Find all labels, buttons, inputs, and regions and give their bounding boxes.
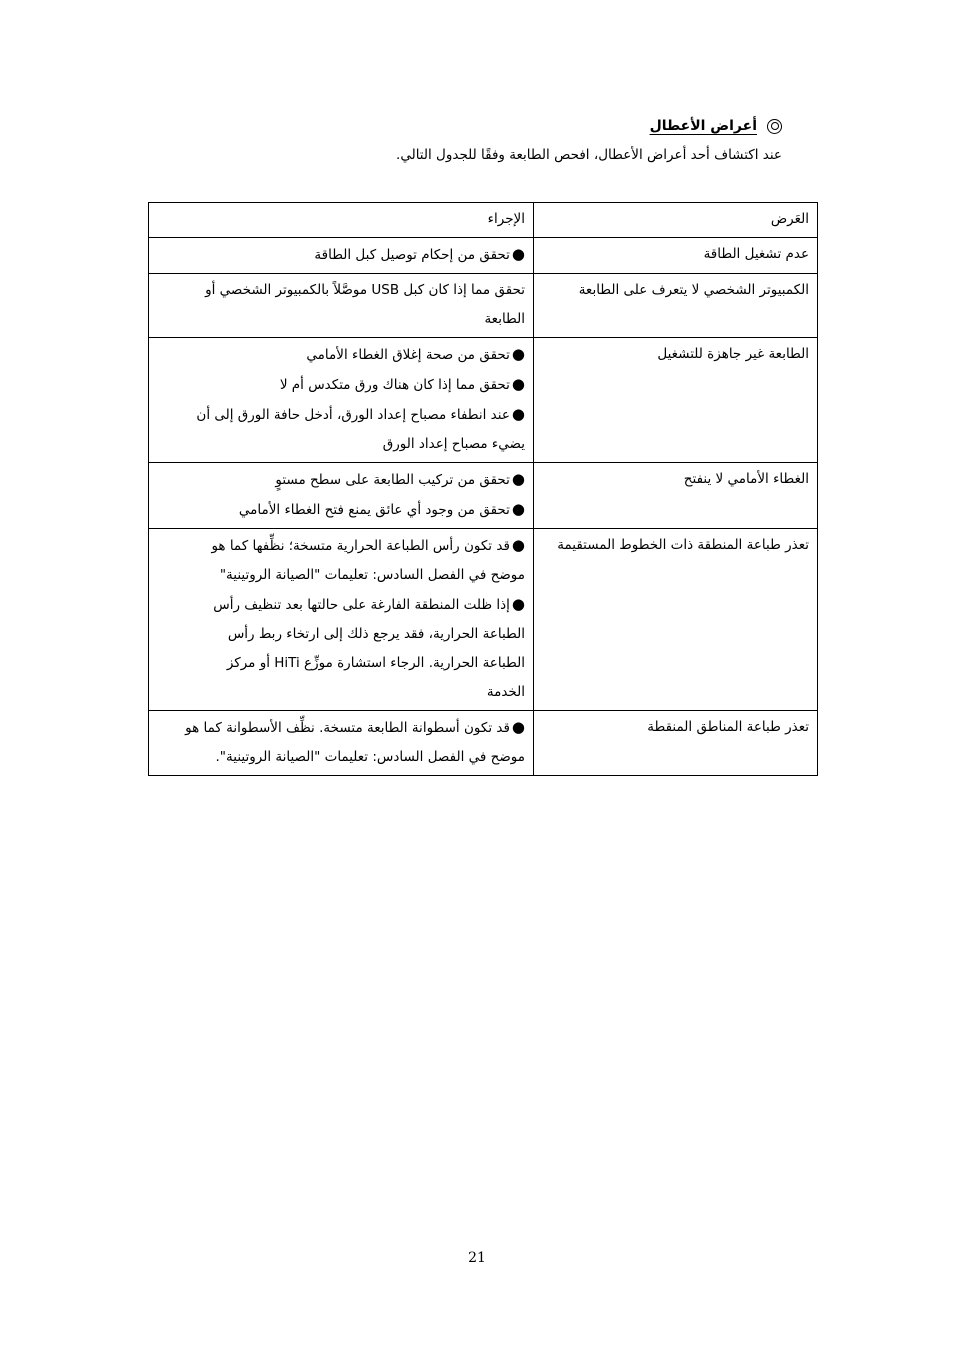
action-text: تحقق مما إذا كان هناك ورق متكدس أم لا [279,377,510,393]
table-row [149,338,818,463]
action-text: يضيء مصباح إعداد الورق [382,436,525,452]
action-line [157,561,525,590]
action-line [157,465,525,495]
section-title: أعراض الأعطال [649,118,757,134]
section-heading [650,118,782,134]
header-action: الإجراء [149,203,534,238]
action-cell [149,529,534,711]
action-line [157,620,525,649]
action-text: الطابعة [484,311,525,327]
intro-text: عند اكتشاف أحد أعراض الأعطال، افحص الطابعة وفقًا للجدول التالي. [396,147,782,163]
action-line [157,276,525,305]
action-text: تحقق مما إذا كان كبل USB موصَّلاً بالكمبيوتر الشخصي أو [205,282,525,298]
action-text: قد تكون رأس الطباعة الحرارية متسخة؛ نظِّفها كما هو [211,538,510,554]
symptom-cell: الكمبيوتر الشخصي لا يتعرف على الطابعة [534,274,818,338]
action-text: موضح في الفصل السادس: تعليمات "الصيانة الروتينية" [219,567,525,583]
action-line [157,649,525,678]
action-line [157,370,525,400]
action-line [157,430,525,459]
action-text: تحقق من صحة إغلاق الغطاء الأمامي [306,347,510,363]
action-text: تحقق من وجود أي عائق يمنع فتح الغطاء الأمامي [238,502,510,518]
action-line [157,590,525,620]
action-cell [149,238,534,274]
action-cell [149,338,534,463]
action-line [157,713,525,743]
symptom-cell: عدم تشغيل الطاقة [534,238,818,274]
action-text: تحقق من تركيب الطابعة على سطح مستوٍ [275,472,510,488]
action-text: عند انطفاء مصباح إعداد الورق، أدخل حافة الورق إلى أن [196,407,510,423]
table-header-row [149,203,818,238]
symptom-cell: الغطاء الأمامي لا ينفتح [534,463,818,529]
bullet-icon: ● [511,470,525,488]
troubleshooting-table [148,202,818,776]
bullet-icon: ● [511,375,525,393]
table-row [149,238,818,274]
action-text: الطباعة الحرارية. الرجاء استشارة موزِّع HiTi أو مركز [226,655,525,671]
bullet-icon: ● [511,595,525,613]
action-line [157,743,525,772]
action-line [157,400,525,430]
action-text: قد تكون أسطوانة الطابعة متسخة. نظِّف الأسطوانة كما هو [185,720,510,736]
header-symptom: العَرض [534,203,818,238]
table-row [149,463,818,529]
bullseye-icon [767,119,782,134]
page-number: 21 [468,1250,486,1266]
action-cell [149,711,534,776]
action-cell [149,463,534,529]
action-line [157,305,525,334]
action-line [157,678,525,707]
action-text: الطباعة الحرارية، فقد يرجع ذلك إلى ارتخاء ربط رأس [227,626,525,642]
table-row [149,711,818,776]
bullet-icon: ● [511,405,525,423]
action-cell [149,274,534,338]
action-line [157,495,525,525]
symptom-cell: الطابعة غير جاهزة للتشغيل [534,338,818,463]
action-text: تحقق من إحكام توصيل كبل الطاقة [314,247,510,263]
table-row [149,529,818,711]
bullet-icon: ● [511,500,525,518]
bullet-icon: ● [511,345,525,363]
action-text: الخدمة [486,684,525,700]
bullet-icon: ● [511,536,525,554]
action-line [157,531,525,561]
bullet-icon: ● [511,718,525,736]
action-text: إذا ظلت المنطقة الفارغة على حالتها بعد تنظيف رأس [213,597,510,613]
action-line [157,240,525,270]
bullet-icon: ● [511,245,525,263]
symptom-cell: تعذر طباعة المناطق المنقطة [534,711,818,776]
action-line [157,340,525,370]
symptom-cell: تعذر طباعة المنطقة ذات الخطوط المستقيمة [534,529,818,711]
table-row [149,274,818,338]
action-text: موضح في الفصل السادس: تعليمات "الصيانة الروتينية". [215,749,525,765]
